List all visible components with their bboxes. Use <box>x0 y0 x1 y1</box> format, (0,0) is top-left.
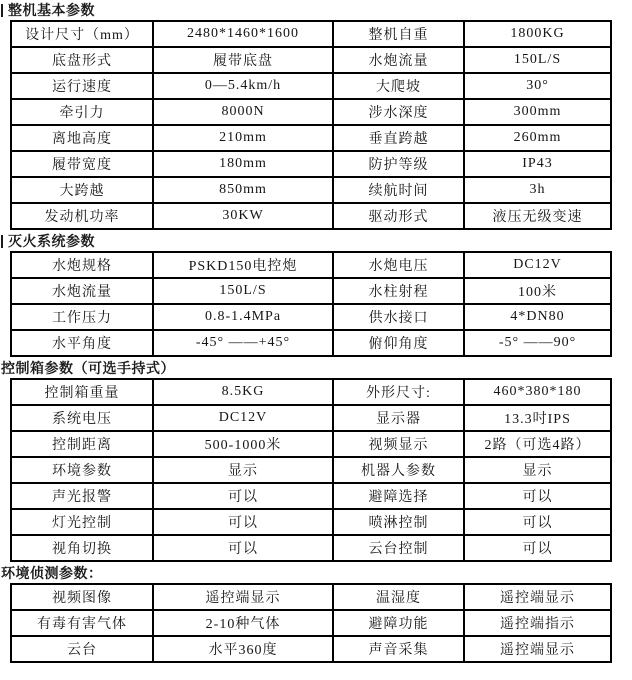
table-row <box>11 21 611 47</box>
spec-label-cell: 整机自重 <box>333 21 464 47</box>
spec-value-cell: 150L/S <box>464 47 611 73</box>
spec-label-cell: 垂直跨越 <box>333 125 464 151</box>
spec-value-cell: DC12V <box>464 252 611 278</box>
spec-value-cell: 1800KG <box>464 21 611 47</box>
spec-label-cell: 环境参数 <box>11 457 153 483</box>
spec-label-cell: 底盘形式 <box>11 47 153 73</box>
spec-value-cell: 可以 <box>153 483 333 509</box>
table-row <box>11 278 611 304</box>
spec-label-cell: 水平角度 <box>11 330 153 356</box>
table-row <box>11 203 611 229</box>
table-row <box>11 252 611 278</box>
spec-label-cell: 涉水深度 <box>333 99 464 125</box>
spec-value-cell: 8000N <box>153 99 333 125</box>
spec-label-cell: 云台控制 <box>333 535 464 561</box>
spec-value-cell: 30° <box>464 73 611 99</box>
spec-value-cell: IP43 <box>464 151 611 177</box>
spec-value-cell: 可以 <box>464 483 611 509</box>
spec-value-cell: 可以 <box>464 535 611 561</box>
spec-value-cell: DC12V <box>153 405 333 431</box>
spec-label-cell: 声音采集 <box>333 636 464 662</box>
spec-label-cell: 水炮电压 <box>333 252 464 278</box>
spec-value-cell: 180mm <box>153 151 333 177</box>
spec-value-cell: 850mm <box>153 177 333 203</box>
table-row <box>11 483 611 509</box>
spec-label-cell: 机器人参数 <box>333 457 464 483</box>
spec-value-cell: 2路（可选4路） <box>464 431 611 457</box>
spec-label-cell: 系统电压 <box>11 405 153 431</box>
spec-label-cell: 防护等级 <box>333 151 464 177</box>
spec-value-cell: 遥控端显示 <box>464 584 611 610</box>
table-row <box>11 535 611 561</box>
spec-value-cell: 可以 <box>153 535 333 561</box>
spec-value-cell: 水平360度 <box>153 636 333 662</box>
spec-value-cell: 显示 <box>464 457 611 483</box>
spec-value-cell: 2480*1460*1600 <box>153 21 333 47</box>
spec-value-cell: 遥控端显示 <box>153 584 333 610</box>
spec-table <box>10 251 612 357</box>
section-title-text: 控制箱参数（可选手持式） <box>1 360 175 376</box>
spec-value-cell: 30KW <box>153 203 333 229</box>
spec-table-body <box>11 584 611 662</box>
spec-label-cell: 温湿度 <box>333 584 464 610</box>
spec-label-cell: 云台 <box>11 636 153 662</box>
table-row <box>11 125 611 151</box>
spec-value-cell: 0—5.4km/h <box>153 73 333 99</box>
spec-value-cell: 460*380*180 <box>464 379 611 405</box>
spec-value-cell: 液压无级变速 <box>464 203 611 229</box>
table-row <box>11 177 611 203</box>
section-title <box>0 230 632 251</box>
spec-value-cell: -5° ——90° <box>464 330 611 356</box>
spec-label-cell: 工作压力 <box>11 304 153 330</box>
section-title <box>0 0 632 20</box>
section-title <box>0 357 632 378</box>
spec-label-cell: 离地高度 <box>11 125 153 151</box>
table-row <box>11 405 611 431</box>
spec-value-cell: 可以 <box>464 509 611 535</box>
spec-value-cell: 显示 <box>153 457 333 483</box>
spec-label-cell: 驱动形式 <box>333 203 464 229</box>
spec-table-body <box>11 21 611 229</box>
table-row <box>11 636 611 662</box>
spec-value-cell: 8.5KG <box>153 379 333 405</box>
table-row <box>11 610 611 636</box>
spec-label-cell: 牵引力 <box>11 99 153 125</box>
spec-label-cell: 大跨越 <box>11 177 153 203</box>
spec-label-cell: 喷淋控制 <box>333 509 464 535</box>
spec-value-cell: PSKD150电控炮 <box>153 252 333 278</box>
spec-label-cell: 有毒有害气体 <box>11 610 153 636</box>
table-row <box>11 379 611 405</box>
table-row <box>11 330 611 356</box>
spec-label-cell: 发动机功率 <box>11 203 153 229</box>
spec-label-cell: 控制箱重量 <box>11 379 153 405</box>
table-row <box>11 304 611 330</box>
spec-section <box>0 357 632 562</box>
table-row <box>11 151 611 177</box>
spec-table-body <box>11 252 611 356</box>
spec-label-cell: 外形尺寸: <box>333 379 464 405</box>
spec-label-cell: 视频图像 <box>11 584 153 610</box>
spec-value-cell: 3h <box>464 177 611 203</box>
spec-label-cell: 避障选择 <box>333 483 464 509</box>
spec-value-cell: 13.3吋IPS <box>464 405 611 431</box>
spec-value-cell: 500-1000米 <box>153 431 333 457</box>
spec-value-cell: 260mm <box>464 125 611 151</box>
spec-label-cell: 视频显示 <box>333 431 464 457</box>
spec-label-cell: 俯仰角度 <box>333 330 464 356</box>
spec-label-cell: 控制距离 <box>11 431 153 457</box>
spec-label-cell: 水炮流量 <box>11 278 153 304</box>
spec-label-cell: 运行速度 <box>11 73 153 99</box>
spec-value-cell: 遥控端显示 <box>464 636 611 662</box>
spec-label-cell: 履带宽度 <box>11 151 153 177</box>
spec-label-cell: 声光报警 <box>11 483 153 509</box>
spec-section <box>0 562 632 663</box>
spec-label-cell: 灯光控制 <box>11 509 153 535</box>
section-title-text: 灭火系统参数 <box>8 233 95 249</box>
spec-label-cell: 大爬坡 <box>333 73 464 99</box>
spec-label-cell: 续航时间 <box>333 177 464 203</box>
spec-table <box>10 20 612 230</box>
spec-value-cell: 可以 <box>153 509 333 535</box>
spec-value-cell: -45° ——+45° <box>153 330 333 356</box>
section-marker <box>1 235 3 248</box>
section-title-text: 整机基本参数 <box>8 2 95 18</box>
section-marker <box>1 4 3 17</box>
spec-table-body <box>11 379 611 561</box>
spec-value-cell: 300mm <box>464 99 611 125</box>
spec-value-cell: 2-10种气体 <box>153 610 333 636</box>
spec-table <box>10 583 612 663</box>
spec-label-cell: 供水接口 <box>333 304 464 330</box>
section-title <box>0 562 632 583</box>
spec-label-cell: 避障功能 <box>333 610 464 636</box>
table-row <box>11 73 611 99</box>
spec-section <box>0 0 632 230</box>
spec-label-cell: 设计尺寸（mm） <box>11 21 153 47</box>
table-row <box>11 509 611 535</box>
spec-section <box>0 230 632 357</box>
table-row <box>11 457 611 483</box>
spec-value-cell: 履带底盘 <box>153 47 333 73</box>
spec-value-cell: 0.8-1.4MPa <box>153 304 333 330</box>
spec-value-cell: 100米 <box>464 278 611 304</box>
spec-label-cell: 显示器 <box>333 405 464 431</box>
spec-table <box>10 378 612 562</box>
table-row <box>11 584 611 610</box>
table-row <box>11 47 611 73</box>
spec-label-cell: 水炮流量 <box>333 47 464 73</box>
spec-value-cell: 150L/S <box>153 278 333 304</box>
table-row <box>11 99 611 125</box>
spec-label-cell: 水柱射程 <box>333 278 464 304</box>
spec-label-cell: 水炮规格 <box>11 252 153 278</box>
section-title-text: 环境侦测参数： <box>1 565 103 581</box>
table-row <box>11 431 611 457</box>
spec-label-cell: 视角切换 <box>11 535 153 561</box>
spec-value-cell: 210mm <box>153 125 333 151</box>
spec-value-cell: 遥控端指示 <box>464 610 611 636</box>
spec-value-cell: 4*DN80 <box>464 304 611 330</box>
